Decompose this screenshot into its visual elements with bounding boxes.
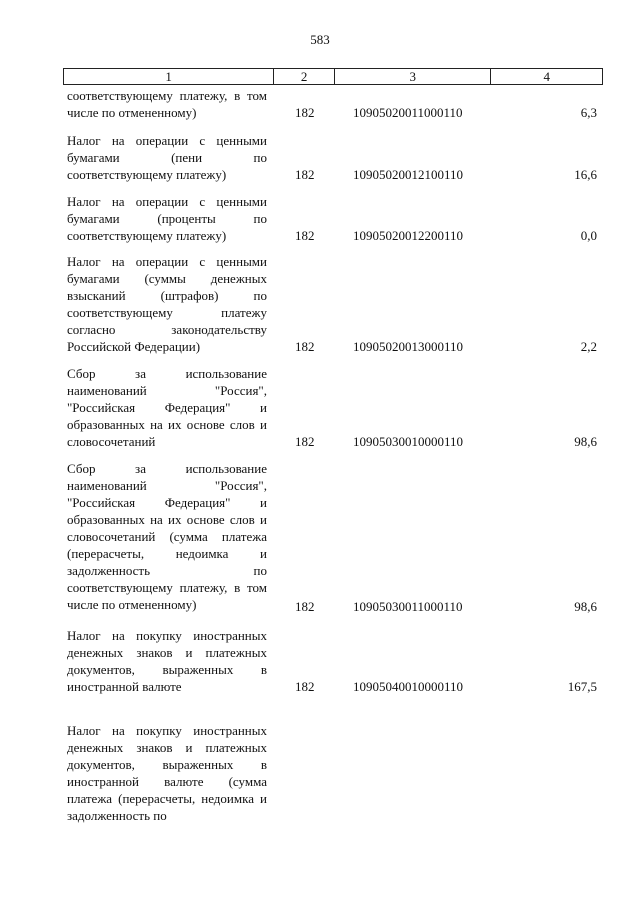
row-amount: 98,6 (574, 434, 597, 449)
page-number: 583 (310, 32, 330, 47)
table-row (67, 132, 603, 183)
table-row (67, 627, 603, 695)
row-amount: 2,2 (580, 339, 597, 354)
row-name: Налог на операции с ценными бумагами (суммы денежных взысканий (штрафов) по соответствующему платежу согласно законодательству Российской Федерации) (67, 254, 267, 354)
table-row (67, 722, 603, 827)
row-code: 182 (295, 339, 315, 354)
row-name: Сбор за использование наименований "Россия", "Российская Федерация" и образованных на их основе слов и словосочетаний (67, 366, 267, 449)
header-col-1: 1 (64, 69, 274, 84)
header-col-4: 4 (543, 69, 550, 84)
row-kbk: 10905020012200110 (353, 228, 464, 243)
row-code: 182 (295, 679, 315, 694)
row-name: Налог на покупку иностранных денежных знаков и платежных документов, выраженных в иностранной валюте (67, 628, 267, 694)
row-kbk: 10905020013000110 (353, 339, 464, 354)
row-amount: 167,5 (567, 679, 597, 694)
row-name: соответствующему платежу, в том числе по отмененному) (67, 88, 267, 120)
table-row (67, 365, 603, 450)
table-row (67, 193, 603, 244)
row-code: 182 (295, 599, 315, 614)
row-amount: 98,6 (574, 599, 597, 614)
table-row (67, 87, 603, 121)
row-kbk: 10905020011000110 (353, 105, 463, 120)
table-row (67, 253, 603, 355)
row-name: Налог на операции с ценными бумагами (проценты по соответствующему платежу) (67, 194, 267, 243)
row-name: Налог на операции с ценными бумагами (пени по соответствующему платежу) (67, 133, 267, 182)
row-name: Налог на покупку иностранных денежных знаков и платежных документов, выраженных в иностранной валюте (сумма платежа (перерасчеты, недоимка и задолженность по (67, 723, 267, 823)
row-amount: 6,3 (580, 105, 597, 120)
row-kbk: 10905020012100110 (353, 167, 464, 182)
row-name: Сбор за использование наименований "Россия", "Российская Федерация" и образованных на их основе слов и словосочетаний (сумма платежа (перерасчеты, недоимка и задолженность по соответствующему платежу, в том числе по отмененному) (67, 461, 267, 612)
row-code: 182 (295, 434, 315, 449)
header-col-3: 3 (335, 69, 491, 84)
row-kbk: 10905030011000110 (353, 599, 463, 614)
row-code: 182 (295, 105, 315, 120)
row-kbk: 10905040010000110 (353, 679, 464, 694)
row-code: 182 (295, 167, 315, 182)
row-amount: 0,0 (580, 228, 597, 243)
table-header (63, 68, 603, 85)
row-amount: 16,6 (574, 167, 597, 182)
row-code: 182 (295, 228, 315, 243)
table-row (67, 460, 603, 615)
row-kbk: 10905030010000110 (353, 434, 464, 449)
header-col-2: 2 (274, 69, 335, 84)
